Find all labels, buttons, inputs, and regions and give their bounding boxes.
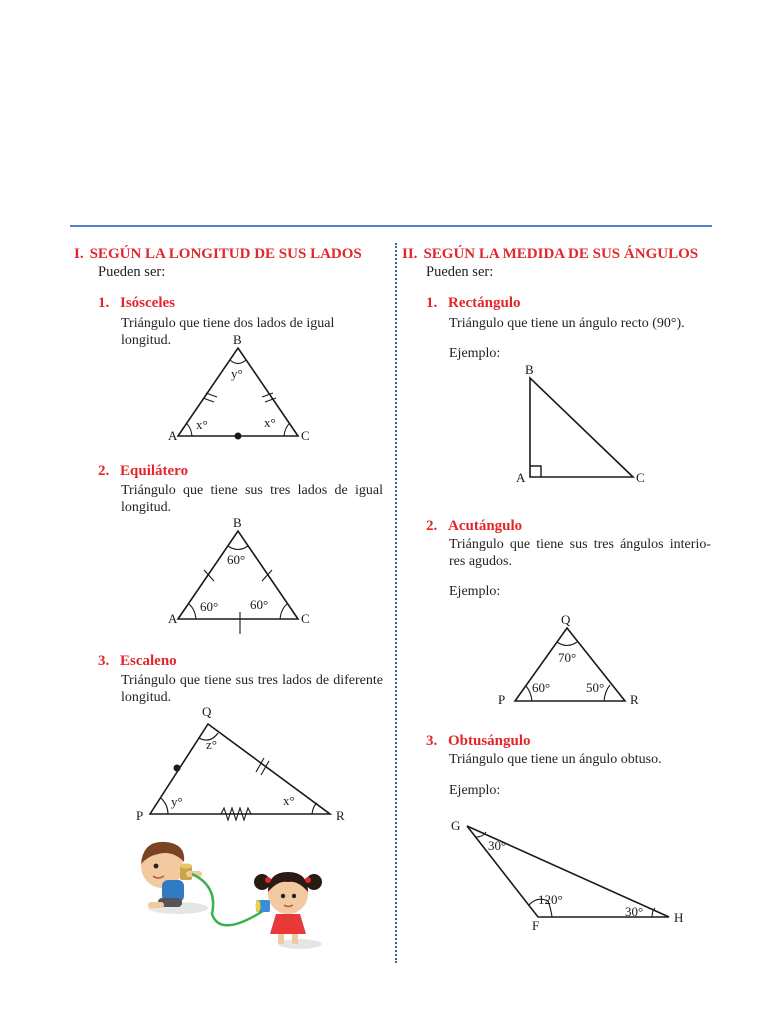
vertex-label-h: H: [674, 910, 684, 925]
angle-label-top: z°: [206, 737, 217, 752]
vertex-label-q: Q: [202, 704, 212, 719]
vertex-label-q: Q: [561, 612, 571, 627]
top-rule: [70, 225, 712, 227]
angle-arc: [604, 685, 610, 701]
angle-arc: [284, 423, 290, 436]
subheading-acute-triangle: 2. Acutángulo: [426, 518, 523, 534]
subheading-obtuse-triangle: 3. Obtusángulo: [426, 733, 531, 749]
angle-label-left: y°: [171, 794, 183, 809]
angle-arc: [228, 546, 248, 550]
column-divider: [395, 243, 397, 963]
vertex-label-b: B: [233, 332, 242, 347]
triangle-outline: [530, 378, 633, 477]
right-triangle-figure: [505, 360, 665, 490]
angle-label-right: 50°: [586, 680, 605, 695]
isosceles-triangle-figure: [160, 330, 330, 445]
vertex-label-b: B: [525, 362, 534, 377]
vertex-label-p: P: [136, 808, 144, 823]
vertex-label-c: C: [636, 470, 645, 485]
section-heading-sides: [74, 246, 362, 263]
vertex-label-a: A: [168, 611, 178, 626]
tick-mark: [203, 398, 214, 402]
vertex-label-r: R: [630, 692, 639, 707]
desc-obtuse-triangle: Triángulo que tiene un ángulo obtuso.: [449, 752, 662, 767]
midpoint-dot: [174, 765, 181, 772]
desc-scalene: Triángulo que tiene sus tres lados de diferente longitud.: [121, 673, 383, 705]
angle-label-right: 60°: [250, 597, 269, 612]
midpoint-dot: [235, 433, 242, 440]
right-angle-mark: [530, 466, 541, 477]
angle-label-bottom: 120°: [538, 892, 563, 907]
angle-label-right: x°: [264, 415, 276, 430]
subheading-isosceles: 1. Isósceles: [98, 295, 175, 311]
children-tin-can-phone-illustration: [128, 836, 328, 956]
vertex-label-r: R: [336, 808, 345, 823]
vertex-label-b: B: [233, 515, 242, 530]
section-lead: Pueden ser:: [98, 264, 166, 280]
angle-label-top: 30°: [488, 838, 507, 853]
section-title: SEGÚN LA MEDIDA DE SUS ÁNGULOS: [423, 246, 699, 262]
angle-label-left: 60°: [200, 599, 219, 614]
angle-arc: [280, 604, 287, 619]
angle-label-top: 70°: [558, 650, 577, 665]
section-number: I.: [74, 246, 84, 262]
vertex-label-c: C: [301, 428, 310, 443]
subheading-equilateral: 2. Equilátero: [98, 463, 189, 479]
equilateral-triangle-figure: [160, 513, 330, 638]
subheading-right-triangle: 1. Rectángulo: [426, 295, 521, 311]
vertex-label-g: G: [451, 818, 461, 833]
section-title: SEGÚN LA LONGITUD DE SUS LADOS: [89, 246, 362, 262]
angle-arc: [230, 360, 246, 364]
section-lead: Pueden ser:: [426, 264, 494, 280]
vertex-label-p: P: [498, 692, 506, 707]
vertex-label-c: C: [301, 611, 310, 626]
section-number: II.: [402, 246, 418, 262]
angle-label-top: y°: [231, 366, 243, 381]
angle-label-left: 60°: [532, 680, 551, 695]
tick-mark: [206, 393, 217, 397]
vertex-label-a: A: [516, 470, 526, 485]
triangle-outline: [178, 531, 298, 619]
angle-label-right: 30°: [625, 904, 644, 919]
vertex-label-a: A: [168, 428, 178, 443]
angle-arc: [161, 798, 168, 814]
scalene-triangle-figure: [130, 702, 355, 827]
obtuse-triangle-figure: [445, 810, 695, 935]
acute-triangle-figure: [492, 608, 652, 708]
example-label: Ejemplo:: [449, 783, 501, 798]
subheading-scalene: 3. Escaleno: [98, 653, 177, 669]
desc-right-triangle: Triángulo que tiene un ángulo recto (90°).: [449, 316, 685, 331]
section-heading-angles: [402, 246, 698, 263]
vertex-label-f: F: [532, 918, 540, 933]
desc-acute-triangle: Triángulo que tiene sus tres ángulos interio-res agudos.: [449, 537, 711, 569]
desc-equilateral: Triángulo que tiene sus tres lados de igual longitud.: [121, 483, 383, 515]
angle-label-left: x°: [196, 417, 208, 432]
example-label: Ejemplo:: [449, 346, 501, 361]
angle-label-top: 60°: [227, 552, 246, 567]
angle-arc: [186, 423, 192, 436]
desc-isosceles: Triángulo que tiene dos lados de igual longitud.: [121, 316, 335, 348]
angle-arc: [189, 604, 196, 619]
example-label: Ejemplo:: [449, 584, 501, 599]
angle-arc: [557, 642, 577, 646]
angle-label-right: x°: [283, 793, 295, 808]
